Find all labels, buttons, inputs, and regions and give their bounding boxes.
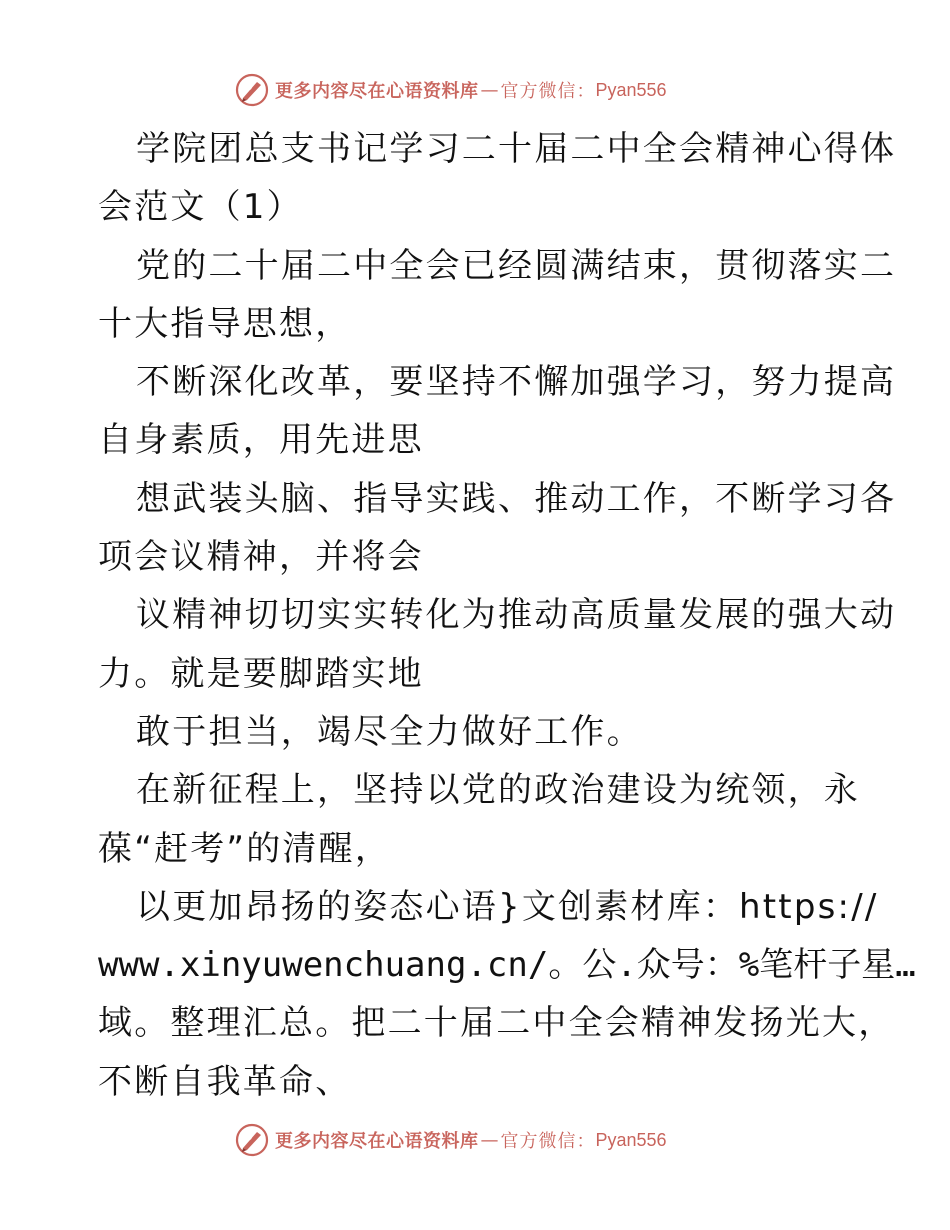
- paragraph-line: 以更加昂扬的姿态心语}文创素材库：https://: [136, 886, 879, 927]
- paragraph-line: 不断自我革命、: [98, 1061, 352, 1102]
- title-line-2: 会范文（1）: [98, 187, 303, 228]
- paragraph-line: 在新征程上，坚持以党的政治建设为统领，永: [136, 770, 860, 811]
- document-body: [98, 120, 916, 1111]
- pen-logo-icon: [235, 1123, 269, 1157]
- watermark-wechat-id: Pyan556: [595, 1129, 667, 1150]
- paragraph-line-url: www.xinyuwenchuang.cn/。公.众号：%笔杆子星…: [98, 945, 916, 986]
- paragraph-line: 域。整理汇总。把二十届二中全会精神发扬光大，: [98, 1003, 895, 1044]
- paragraph-line: 葆“赶考”的清醒，: [98, 828, 392, 869]
- paragraph-line: 想武装头脑、指导实践、推动工作，不断学习各: [136, 478, 897, 519]
- paragraph-line: 力。就是要脚踏实地: [98, 653, 424, 694]
- watermark-library-text: 更多内容尽在心语资料库: [275, 81, 479, 102]
- watermark-wechat-label: 官方微信：: [500, 1131, 596, 1152]
- paragraph-line: 项会议精神，并将会: [98, 537, 424, 578]
- watermark-wechat-id: Pyan556: [595, 79, 667, 100]
- paragraph-line: 议精神切切实实转化为推动高质量发展的强大动: [136, 595, 897, 636]
- paragraph-line: 自身素质，用先进思: [98, 420, 424, 461]
- paragraph-line: 不断深化改革，要坚持不懈加强学习，努力提高: [136, 362, 897, 403]
- title-line-1: 学院团总支书记学习二十届二中全会精神心得体: [136, 129, 897, 169]
- paragraph-line: 十大指导思想，: [98, 303, 352, 344]
- watermark-wechat-label: 官方微信：: [500, 81, 596, 102]
- footer-watermark: [235, 1122, 667, 1158]
- watermark-separator: —: [480, 79, 499, 101]
- watermark-library-text: 更多内容尽在心语资料库: [275, 1131, 479, 1152]
- watermark-separator: —: [480, 1129, 499, 1151]
- paragraph-line: 敢于担当，竭尽全力做好工作。: [136, 711, 643, 752]
- header-watermark: [235, 72, 667, 108]
- pen-logo-icon: [235, 73, 269, 107]
- paragraph-line: 党的二十届二中全会已经圆满结束，贯彻落实二: [136, 245, 897, 286]
